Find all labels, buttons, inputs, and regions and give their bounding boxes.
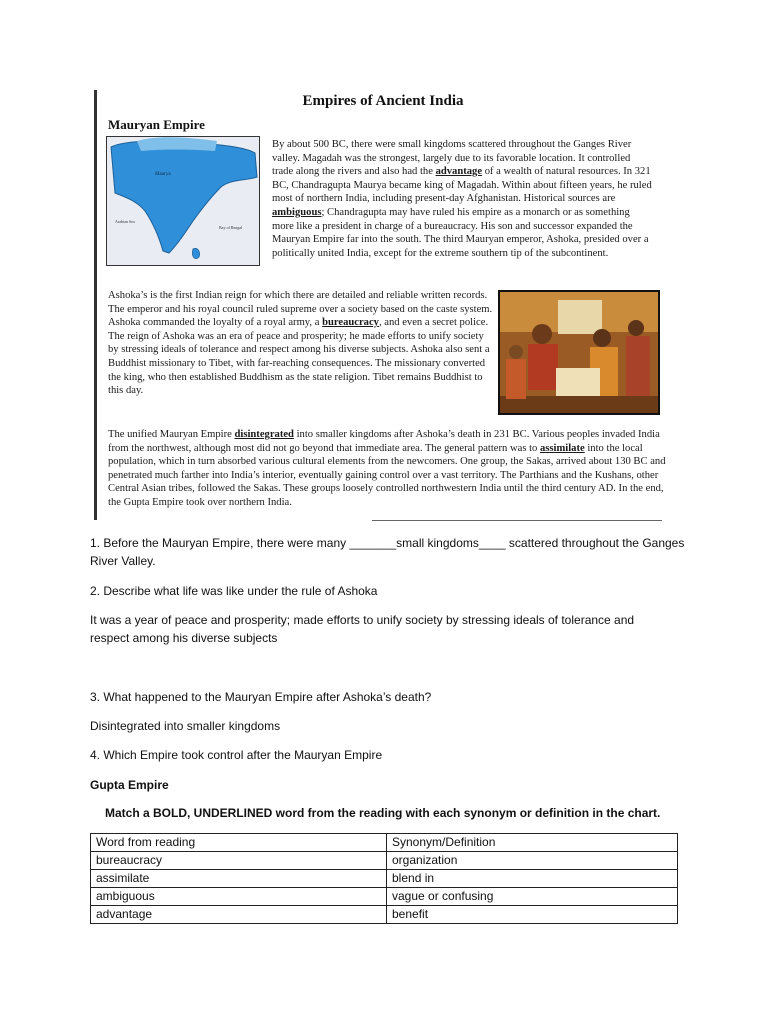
p3-text-c: into the local population, which in turn absorbed various cultural elements from the newcomers. One group, the Sakas, arrived about 130 BC and penetrated much farther into India’s interior, eventually gaining control over a vast territory. The Parthians and the Kushans, other Central Asian tribes, followed the Sakas. These groups loosely controlled northwestern India until the third century AD. In the end, the Gupta Empire took over northern India.	[108, 442, 666, 508]
header-definition: Synonym/Definition	[387, 834, 678, 852]
reading-paragraph-3	[108, 428, 668, 510]
table-cell-word: assimilate	[91, 870, 387, 888]
reading-paragraph-2	[108, 289, 493, 398]
question-3: 3. What happened to the Mauryan Empire after Ashoka’s death?	[90, 690, 432, 704]
mauryan-empire-map	[106, 136, 260, 266]
answer-2: It was a year of peace and prosperity; made efforts to unify society by stressing ideals of tolerance and respect among his diverse subjects	[90, 613, 635, 645]
answer-4: Gupta Empire	[90, 778, 169, 792]
table-header-row	[91, 834, 678, 852]
answer-3: Disintegrated into smaller kingdoms	[90, 719, 281, 733]
reading-paragraph-1	[272, 138, 654, 260]
table-cell-definition: vague or confusing	[387, 888, 678, 906]
table-cell-word: bureaucracy	[91, 852, 387, 870]
question-4: 4. Which Empire took control after the Mauryan Empire	[90, 748, 383, 762]
reading-title: Empires of Ancient India	[302, 93, 464, 109]
question-2: 2. Describe what life was like under the rule of Ashoka	[90, 584, 378, 598]
table-cell-word: ambiguous	[91, 888, 387, 906]
table-row	[91, 852, 678, 870]
table-cell-definition: blend in	[387, 870, 678, 888]
question-1: 1. Before the Mauryan Empire, there were many _______small kingdoms____ scattered throughout the Ganges River Valley.	[90, 536, 685, 568]
p1-text-a: By about 500 BC, there were small kingdoms scattered throughout the Ganges River valley. Magadah was the strongest, largely due to its favorable location. It controlled trade along the rivers and also had the	[272, 139, 632, 178]
table-row	[91, 888, 678, 906]
table-cell-definition: benefit	[387, 906, 678, 924]
ashoka-painting	[498, 290, 660, 415]
matching-instruction: Match a BOLD, UNDERLINED word from the reading with each synonym or definition in the chart.	[105, 806, 661, 820]
p2-text-b: , and even a secret police. The reign of Ashoka was an era of peace and prosperity; he made efforts to unify society by stressing ideals of tolerance and respect among his diverse subjects. Ashoka also sent a Buddhist missionary to Tibet, with far-reaching consequences. The missionary converted the king, who then established Buddhism as the state religion. Tibet remains Buddhist to this day.	[108, 317, 490, 397]
map-label-east: Bay of Bengal	[219, 225, 243, 230]
map-graphic	[107, 137, 259, 265]
p1-text-b: of a wealth of natural resources. In 321 BC, Chandragupta Maurya became king of Magadah. Within about fifteen years, he ruled most of northern India, including present-day Afghanistan. Historical sources are	[272, 166, 652, 205]
margin-rule	[94, 90, 97, 520]
header-word: Word from reading	[91, 834, 387, 852]
reading-passage	[94, 90, 672, 522]
p3-text-b: into smaller kingdoms after Ashoka’s death in 231 BC. Various peoples invaded India from the northwest, although most did not go beyond that immediate area. The general pattern was to	[108, 429, 660, 454]
painting-graphic	[500, 292, 658, 413]
table-cell-definition: organization	[387, 852, 678, 870]
vocab-bureaucracy: bureaucracy	[322, 317, 379, 329]
vocab-advantage: advantage	[435, 166, 483, 178]
passage-divider	[372, 520, 662, 521]
p3-text-a: The unified Mauryan Empire	[108, 429, 235, 440]
vocab-ambiguous: ambiguous	[272, 206, 322, 218]
vocab-assimilate: assimilate	[539, 442, 585, 454]
table-cell-word: advantage	[91, 906, 387, 924]
vocab-disintegrated: disintegrated	[234, 429, 294, 440]
table-row	[91, 870, 678, 888]
map-label-region: Maurya	[155, 172, 171, 177]
reading-subtitle: Mauryan Empire	[108, 117, 205, 132]
table-row	[91, 906, 678, 924]
map-label-west: Arabian Sea	[115, 219, 135, 224]
p1-text-c: ; Chandragupta may have ruled his empire as a monarch or as something more like a president in charge of a bureaucracy. His son and successor expanded the Mauryan Empire far into the south. The third Mauryan emperor, Ashoka, presided over a politically united India, except for the extreme southern tip of the subcontinent.	[272, 206, 649, 259]
p2-text-a: Ashoka’s is the first Indian reign for which there are detailed and reliable written records. The emperor and his royal council ruled supreme over a society based on the caste system. Ashoka commanded the loyalty of a royal army, a	[108, 290, 493, 329]
vocabulary-table	[90, 833, 678, 924]
